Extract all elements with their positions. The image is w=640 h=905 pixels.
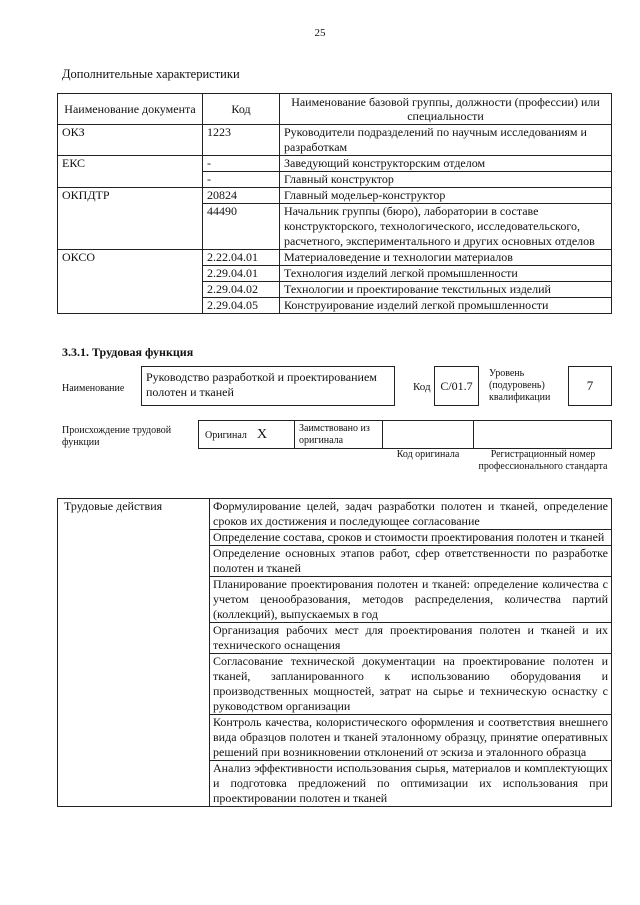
original-mark: Х [257, 427, 268, 442]
cell-code: - [203, 172, 280, 188]
section-title: Дополнительные характеристики [62, 67, 240, 81]
page-number: 25 [314, 27, 326, 39]
reg-number-box [473, 420, 612, 449]
table-header-row [58, 94, 612, 125]
original-label: Оригинал [205, 430, 247, 441]
labor-action-item: Определение состава, сроков и стоимости проектирования полотен и тканей [210, 530, 612, 546]
cell-code: 2.22.04.01 [203, 250, 280, 266]
level-label: Уровень (подуровень) квалификации [489, 368, 551, 403]
labor-action-item: Формулирование целей, задач разработки полотен и тканей, определение сроков их достижения и последующее согласование [210, 499, 612, 530]
cell-code: - [203, 156, 280, 172]
code-label: Код [413, 381, 431, 393]
code-box [434, 366, 479, 406]
level-box [568, 366, 612, 406]
labor-actions-label: Трудовые действия [58, 499, 210, 807]
cell-document: ОКСО [58, 250, 203, 314]
table-row [58, 188, 612, 204]
code-original-box [382, 420, 474, 449]
header-code: Код [203, 94, 280, 125]
cell-code: 44490 [203, 204, 280, 250]
header-name: Наименование базовой группы, должности (профессии) или специальности [280, 94, 612, 125]
name-label: Наименование [62, 383, 125, 394]
labor-action-item: Организация рабочих мест для проектирования полотен и тканей и их технического оснащения [210, 623, 612, 654]
cell-name: Конструирование изделий легкой промышленности [280, 298, 612, 314]
cell-code: 2.29.04.02 [203, 282, 280, 298]
cell-name: Технология изделий легкой промышленности [280, 266, 612, 282]
table-row [58, 125, 612, 156]
labor-actions-table [57, 498, 612, 807]
function-name-box [141, 366, 395, 406]
labor-action-item: Определение основных этапов работ, сфер ответственности по разработке полотен и тканей [210, 546, 612, 577]
reg-number-label: Регистрационный номер профессионального стандарта [478, 449, 608, 472]
original-box [198, 420, 295, 449]
cell-document: ОКПДТР [58, 188, 203, 250]
cell-name: Руководители подразделений по научным исследованиям и разработкам [280, 125, 612, 156]
cell-code: 2.29.04.01 [203, 266, 280, 282]
additional-characteristics-table [57, 93, 612, 314]
cell-name: Главный конструктор [280, 172, 612, 188]
table-row [58, 156, 612, 172]
cell-name: Главный модельер-конструктор [280, 188, 612, 204]
function-heading: 3.3.1. Трудовая функция [62, 345, 194, 359]
cell-code: 2.29.04.05 [203, 298, 280, 314]
labor-action-item: Контроль качества, колористического оформления и соответствия внешнего вида образцов полотен и тканей эталонному образцу, принятие оперативных решений при возникновении отклонений от эскиза и эталонного образца [210, 715, 612, 761]
code-original-label: Код оригинала [396, 449, 460, 460]
origin-label: Происхождение трудовой функции [62, 425, 172, 448]
table-row [58, 499, 612, 530]
cell-name: Материаловедение и технологии материалов [280, 250, 612, 266]
cell-code: 20824 [203, 188, 280, 204]
level-value: 7 [586, 378, 594, 393]
labor-action-item: Согласование технической документации на проектирование полотен и тканей, запланированного к использованию оборудования и производственных мощностей, затрат на сырье и техническую оснастку с руководством организации [210, 654, 612, 715]
labor-action-item: Анализ эффективности использования сырья, материалов и комплектующих и подготовка предложений по оптимизации их использования при проектировании полотен и тканей [210, 761, 612, 807]
borrowed-label: Заимствовано из оригинала [299, 423, 370, 446]
cell-document: ОКЗ [58, 125, 203, 156]
cell-document: ЕКС [58, 156, 203, 188]
labor-action-item: Планирование проектирования полотен и тканей: определение количества с учетом ценообразования, методов распределения, количества партий (коллекций), выпускаемых в год [210, 577, 612, 623]
function-name-value: Руководство разработкой и проектированием полотен и тканей [146, 370, 377, 399]
cell-name: Технологии и проектирование текстильных изделий [280, 282, 612, 298]
cell-name: Начальник группы (бюро), лаборатории в составе конструкторского, технологического, исследовательского, расчетного, экспериментального и других основных отделов [280, 204, 612, 250]
cell-name: Заведующий конструкторским отделом [280, 156, 612, 172]
header-document: Наименование документа [58, 94, 203, 125]
cell-code: 1223 [203, 125, 280, 156]
table-row [58, 250, 612, 266]
borrowed-box [294, 420, 383, 449]
code-value: С/01.7 [440, 379, 473, 393]
